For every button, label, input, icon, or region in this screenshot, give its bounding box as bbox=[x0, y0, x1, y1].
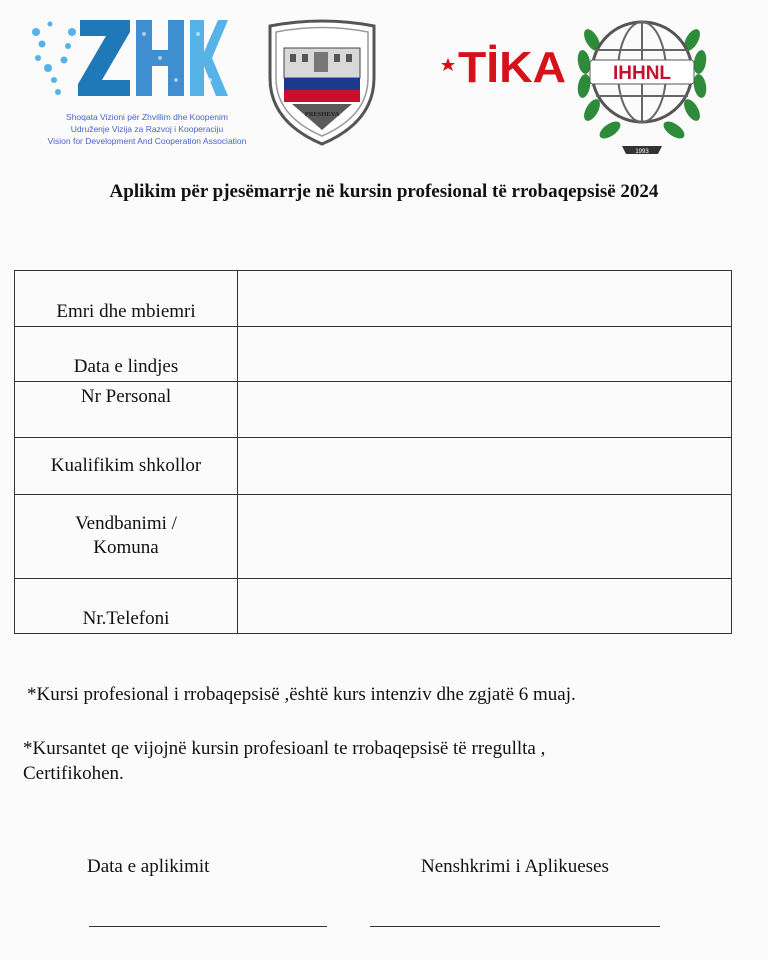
qualification-field[interactable] bbox=[238, 438, 732, 494]
birthdate-field[interactable] bbox=[238, 327, 732, 382]
certification-note: *Kursantet qe vijojnë kursin profesioanl te rrobaqepsisë të rregullta , bbox=[23, 738, 546, 759]
field-label-personal-number: Nr Personal bbox=[15, 382, 238, 438]
residence-field[interactable] bbox=[238, 494, 732, 578]
field-label-phone: Nr.Telefoni bbox=[15, 578, 238, 633]
applicant-signature-line[interactable] bbox=[370, 926, 660, 927]
application-date-label: Data e aplikimit bbox=[87, 856, 210, 877]
ihh-wordmark: IHHNL bbox=[612, 63, 672, 84]
form-row-residence bbox=[15, 494, 732, 578]
field-label-residence-line2: Komuna bbox=[93, 537, 159, 559]
field-label-qualification: Kualifikim shkollor bbox=[15, 438, 238, 494]
application-form-table bbox=[14, 270, 732, 634]
field-label-residence-line1: Vendbanimi / bbox=[75, 513, 177, 535]
tika-wordmark: TİKA bbox=[458, 43, 566, 92]
vzhk-subtitle-line: Udruženje Vizija za Razvoj i Kooperaciju bbox=[70, 124, 224, 134]
form-row-qualification bbox=[15, 438, 732, 494]
name-field[interactable] bbox=[238, 271, 732, 327]
form-row-phone bbox=[15, 578, 732, 633]
applicant-signature-label: Nenshkrimi i Aplikueses bbox=[421, 856, 609, 877]
ihh-logo bbox=[572, 0, 712, 160]
field-label-name: Emri dhe mbiemri bbox=[15, 271, 238, 327]
field-label-residence bbox=[15, 494, 238, 578]
tika-logo bbox=[418, 34, 568, 94]
logo-header bbox=[0, 0, 768, 165]
shield-text: PRESHEVA bbox=[304, 111, 340, 118]
course-duration-note: *Kursi profesional i rrobaqepsisë ,është kurs intenziv dhe zgjatë 6 muaj. bbox=[27, 684, 576, 705]
page-title: Aplikim për pjesëmarrje në kursin profesional të rrobaqepsisë 2024 bbox=[109, 181, 659, 202]
form-row-name bbox=[15, 271, 732, 327]
vzhk-subtitle-line: Vision for Development And Cooperation Association bbox=[47, 136, 247, 146]
form-row-personal-number bbox=[15, 382, 732, 438]
vzhk-subtitle bbox=[42, 111, 252, 147]
form-row-birthdate bbox=[15, 327, 732, 382]
vzhk-wordmark-logo bbox=[28, 14, 228, 104]
ihh-year: 1993 bbox=[635, 149, 649, 155]
field-label-birthdate: Data e lindjes bbox=[15, 327, 238, 382]
application-date-line[interactable] bbox=[89, 926, 327, 927]
vzhk-subtitle-line: Shoqata Vizioni për Zhvillim dhe Koopenim bbox=[66, 112, 228, 122]
certification-note-continued: Certifikohen. bbox=[23, 763, 124, 784]
phone-field[interactable] bbox=[238, 578, 732, 633]
personal-number-field[interactable] bbox=[238, 382, 732, 438]
presheva-shield-logo bbox=[262, 18, 382, 148]
